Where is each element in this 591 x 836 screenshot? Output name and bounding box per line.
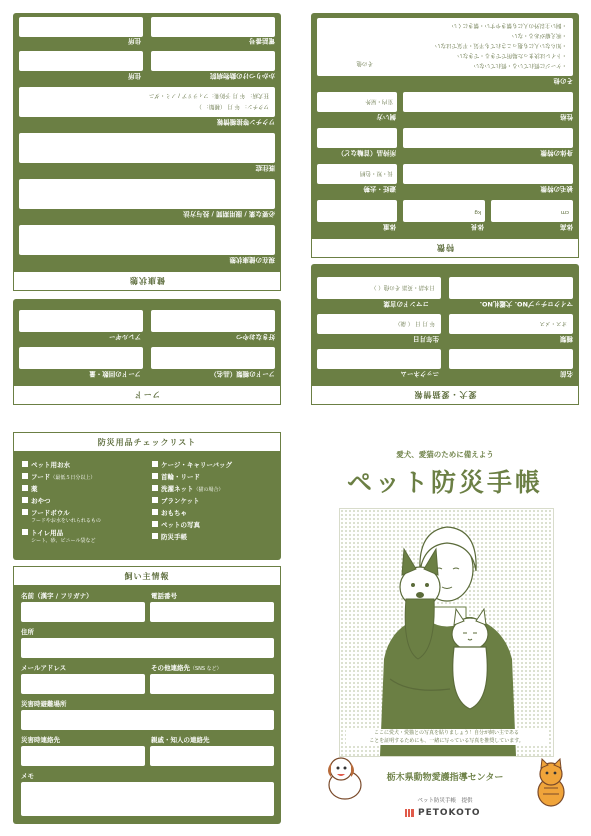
phone-field[interactable] (151, 17, 275, 37)
photo-note (346, 729, 547, 745)
checklist-item-label: ペットの写真 (161, 521, 200, 529)
cover-title: ペット防災手帳 (346, 468, 543, 497)
emergency-label: 災害時連絡先 (21, 736, 60, 744)
checkbox[interactable] (22, 509, 28, 515)
owner-email-label: メールアドレス (21, 664, 67, 672)
relative-field[interactable] (150, 746, 274, 766)
vaccine-line2: 狂犬病： 年 月 予防薬：フィラリア / ノミ・ダニ (148, 92, 269, 98)
checklist-item-note: フードやお水をいれられるもの (31, 518, 101, 524)
checkbox[interactable] (22, 473, 28, 479)
hospital-field[interactable] (151, 51, 275, 71)
checklist-item-label: おやつ (31, 497, 51, 505)
checkbox[interactable] (152, 473, 158, 479)
checkbox[interactable] (22, 485, 28, 491)
owner-address-field[interactable] (21, 638, 274, 658)
checklist-item-label: フードボウル (31, 509, 70, 517)
owner-panel (13, 566, 281, 824)
checklist-item[interactable] (152, 460, 232, 469)
sex-opt: オス・メス (539, 320, 567, 326)
birthday-label: 生年月日 (413, 335, 439, 343)
body-label: 身体の特徴 (540, 149, 573, 157)
kg-unit: kg (474, 209, 481, 215)
length-label: 体長 (471, 223, 484, 231)
hair-opt: 長・短・色柄 (359, 170, 393, 176)
logo-mark-icon (405, 809, 414, 817)
hair-label: 被毛の特徴 (540, 185, 573, 193)
others-list-item: ・飼い主以外の人にも懐きやすい・懐きにくい (451, 22, 567, 28)
pet-info-title: 愛犬・愛猫情報 (311, 385, 579, 405)
checklist-item[interactable] (152, 472, 200, 481)
features-title: 特徴 (311, 238, 579, 258)
pet-info-panel (311, 264, 579, 405)
owner-phone-field[interactable] (150, 602, 274, 622)
habit-field[interactable] (317, 92, 397, 112)
petokoto-logo (405, 808, 481, 818)
treat-label: 好きなおやつ (236, 333, 275, 341)
features-panel (311, 13, 579, 258)
checklist-item-label: ペット用お水 (31, 461, 70, 469)
checklist-item[interactable] (22, 460, 70, 469)
address-label: 住所 (128, 37, 141, 45)
shelter-label: 災害時避難場所 (21, 700, 67, 708)
command-field[interactable] (317, 277, 441, 299)
provided-by: ペット防災手帳 提供 (417, 798, 473, 804)
allergy-label: アレルギー (108, 333, 141, 341)
relative-label: 親戚・知人の連絡先 (151, 736, 210, 744)
breed-field[interactable] (449, 314, 573, 334)
checkbox[interactable] (22, 461, 28, 467)
vaccine-label: ワクチン等接種情報 (216, 118, 275, 126)
checklist-item[interactable] (22, 496, 51, 505)
photo-note-line2: ことを証明するためにも、一緒に写っている写真を推奨しています。 (369, 738, 524, 744)
others-list-item: ・吠え癖がある・ない (511, 32, 567, 38)
checklist-title: 防災用品チェックリスト (13, 432, 281, 452)
name-field[interactable] (449, 349, 573, 369)
birthday-field[interactable] (317, 314, 441, 334)
birth-opt: 年 月 日 （ 歳） (395, 320, 435, 326)
treat-field[interactable] (151, 310, 275, 332)
others-field[interactable] (317, 18, 573, 76)
owner-phone-label: 電話番号 (151, 592, 177, 600)
current-field[interactable] (19, 225, 275, 255)
medicine-field[interactable] (19, 179, 275, 209)
center-name: 栃木県動物愛護指導センター (386, 773, 504, 783)
health-title: 健康状態 (13, 271, 281, 291)
checklist-item[interactable] (152, 532, 187, 541)
habit-label: 飼い方 (376, 113, 396, 121)
cmd-opt: 日本語・英語 その他（ ） (371, 284, 435, 290)
food-type-field[interactable] (151, 347, 275, 369)
hair-field[interactable] (403, 164, 573, 184)
habit-opt: 室内・屋外 (365, 98, 393, 104)
owner-title: 飼い主情報 (13, 566, 281, 586)
hospital-label: かかりつけの動物病院 (210, 72, 275, 80)
vaccine-field[interactable] (19, 87, 275, 117)
food-panel (13, 299, 281, 405)
belong-label: 所持品（首輪など） (337, 149, 396, 157)
spay-label: 避妊・去勢 (363, 185, 396, 193)
checklist-panel (13, 432, 281, 560)
medicine-label: 必要な薬 / 服用期間 / 投与方法 (183, 210, 275, 218)
owner-email-field[interactable] (21, 674, 145, 694)
belong-field[interactable] (317, 128, 397, 148)
checklist-item[interactable] (22, 528, 95, 544)
microchip-field[interactable] (449, 277, 573, 299)
food-title: フード (13, 385, 281, 405)
weight-label: 体重 (383, 223, 396, 231)
emergency-field[interactable] (21, 746, 145, 766)
photo-frame[interactable] (339, 508, 554, 757)
logo-text: PETOKOTO (418, 808, 481, 818)
owner-contact-field[interactable] (150, 674, 274, 694)
neck-field[interactable] (317, 200, 397, 222)
checklist-item[interactable] (22, 484, 38, 493)
checkbox[interactable] (152, 485, 158, 491)
checklist-item[interactable] (152, 484, 224, 493)
checklist-item[interactable] (152, 496, 200, 505)
disease-field[interactable] (19, 133, 275, 163)
command-label: コマンドの言葉 (383, 300, 429, 308)
checklist-item-label: フード (31, 473, 51, 481)
checkbox[interactable] (152, 509, 158, 515)
others-list-item: ・ケージに慣れている・慣れていない (473, 62, 567, 68)
cm-unit: cm (560, 209, 569, 215)
hospital-addr-label: 住所 (128, 72, 141, 80)
personality-field[interactable] (403, 92, 573, 112)
body-field[interactable] (403, 128, 573, 148)
breed-label: 種類 (560, 335, 573, 343)
owner-contact-text: その他連絡先 (151, 664, 190, 672)
checklist-item-label: ブランケット (161, 497, 200, 505)
checkbox[interactable] (152, 521, 158, 527)
allergy-field[interactable] (19, 310, 143, 332)
others-list-item: ・トイレは決まった場所でできる・できない (457, 52, 567, 58)
food-times-field[interactable] (19, 347, 143, 369)
checklist-item-note: （最低５日分以上） (50, 475, 96, 481)
personality-label: 性格 (560, 113, 573, 121)
others-list-item: ・知らない人にも抱っこされても平気・平気ではない (434, 42, 567, 48)
owner-contact-label (151, 663, 222, 672)
microchip-label: マイクロチップNO. 犬鑑札NO. (479, 300, 573, 308)
owner-contact-sub: （SNS など） (190, 666, 222, 672)
memo-field[interactable] (21, 782, 274, 816)
checklist-item-label: 防災手帳 (161, 533, 187, 541)
checklist-item-label: 洗濯ネット (161, 485, 194, 493)
length-field[interactable] (403, 200, 485, 222)
current-label: 現在の健康状態 (229, 256, 275, 264)
cover-tagline: 愛犬、愛猫のために備えよう (396, 450, 494, 459)
checkbox[interactable] (152, 533, 158, 539)
checklist-item[interactable] (152, 508, 187, 517)
checklist-item-note: （猫の場合） (193, 487, 224, 493)
memo-label: メモ (21, 772, 34, 780)
others-extra: その他 (356, 60, 373, 66)
hospital-addr-field[interactable] (19, 51, 143, 71)
checklist-item[interactable] (152, 520, 200, 529)
owner-name-field[interactable] (21, 602, 145, 622)
phone-label: 電話番号 (249, 37, 275, 45)
food-times-label: フードの回数・量 (89, 370, 141, 378)
checklist-item[interactable] (22, 472, 95, 481)
owner-address-label: 住所 (21, 628, 34, 636)
address-field[interactable] (19, 17, 143, 37)
checkbox[interactable] (152, 461, 158, 467)
photo-note-line1: ここに愛犬・愛猫との写真を貼りましょう！自分が飼い主である (373, 730, 519, 736)
nickname-label: ニックネーム (400, 370, 439, 378)
nickname-field[interactable] (317, 349, 441, 369)
name-label: 名前 (560, 370, 573, 378)
checkbox[interactable] (152, 497, 158, 503)
health-panel (13, 13, 281, 291)
spay-field[interactable] (317, 164, 397, 184)
owner-with-pets-illustration (340, 509, 553, 756)
checklist-item-note: シート、砂、ビニール袋など (31, 538, 96, 544)
checklist-item-label: 薬 (31, 485, 38, 493)
checkbox[interactable] (22, 529, 28, 535)
height-field[interactable] (491, 200, 573, 222)
checklist-item-label: ケージ・キャリーバッグ (161, 461, 233, 469)
owner-name-label: 名前（漢字 / フリガナ） (21, 592, 93, 600)
checkbox[interactable] (22, 497, 28, 503)
disease-label: 既往症 (255, 164, 275, 172)
others-label: その他 (553, 77, 573, 85)
shelter-field[interactable] (21, 710, 274, 730)
checklist-item-label: おもちゃ (161, 509, 187, 517)
vaccine-line1: ワクチン： 年 月 （種類： ） (196, 103, 269, 109)
checklist-item[interactable] (22, 508, 101, 524)
checklist-item-label: 首輪・リード (161, 473, 200, 481)
height-label: 体高 (560, 223, 573, 231)
food-type-label: フードの種類（品名） (210, 370, 275, 378)
checklist-item-label: トイレ用品 (31, 529, 64, 537)
